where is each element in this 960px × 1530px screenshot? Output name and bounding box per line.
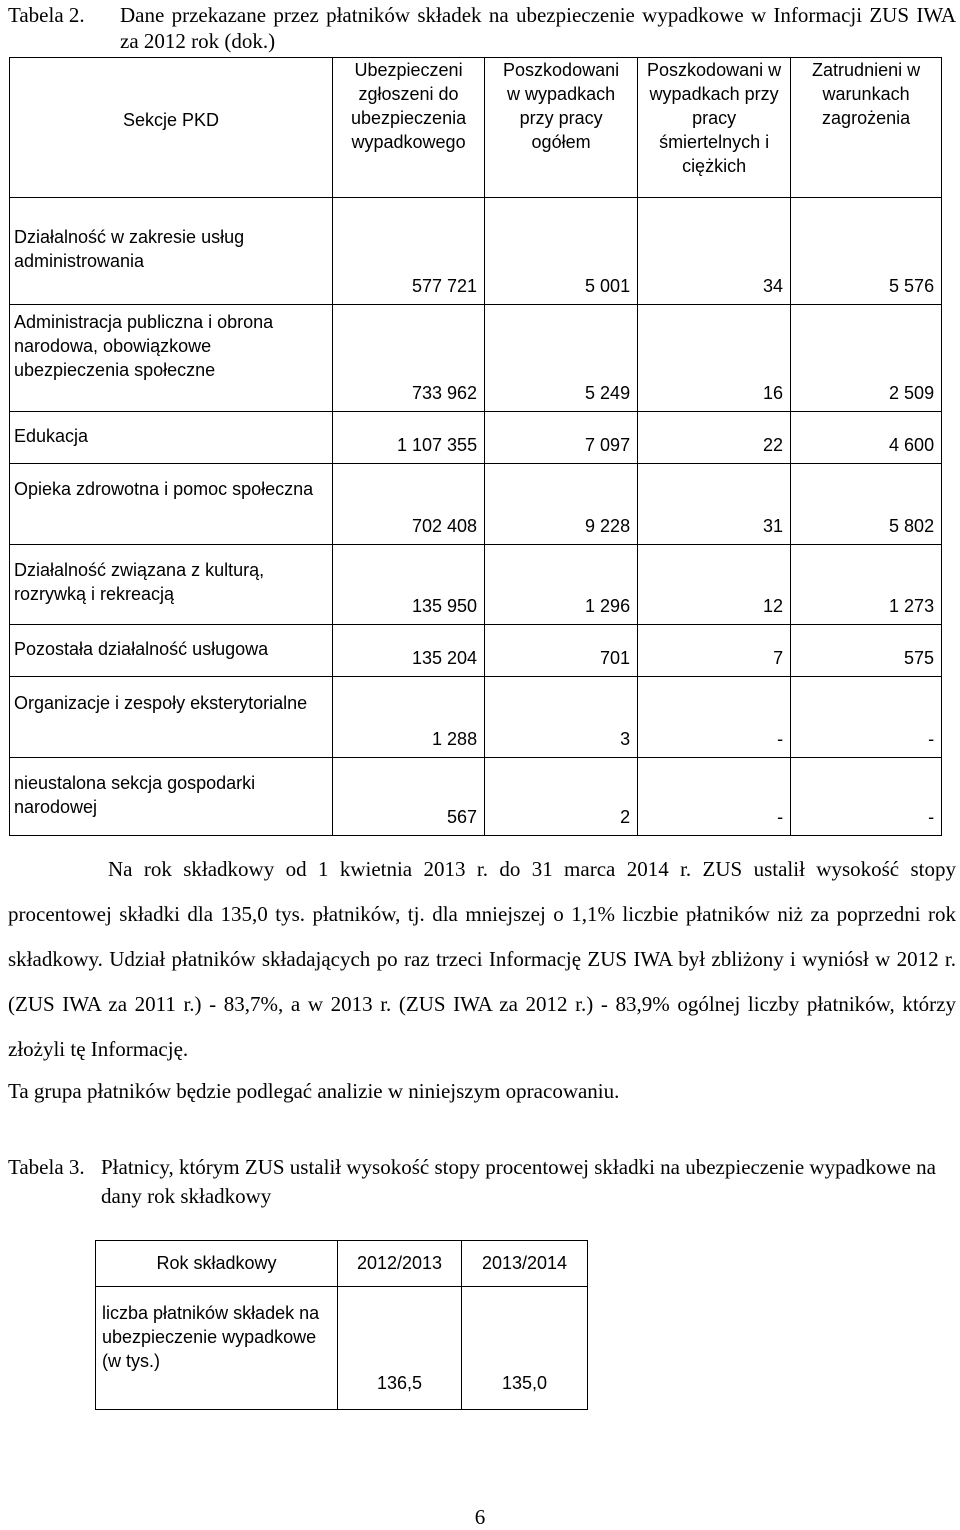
table2-cell: 4 600 xyxy=(791,412,942,464)
table3 xyxy=(95,1240,588,1410)
table3-row xyxy=(96,1287,588,1410)
table3-cell: 136,5 xyxy=(338,1287,462,1410)
table2-row-name: Opieka zdrowotna i pomoc społeczna xyxy=(10,464,333,545)
table2-caption-text: Dane przekazane przez płatników składek na ubezpieczenie wypadkowe w Informacji ZUS IWA za 2012 rok (dok.) xyxy=(120,3,956,53)
table2-header-cell: Sekcje PKD xyxy=(10,58,333,198)
table3-row-label: liczba płatników składek na ubezpieczenie wypadkowe (w tys.) xyxy=(96,1287,338,1410)
table2-row xyxy=(10,758,942,836)
table2-cell: 135 204 xyxy=(333,625,485,677)
table2-row xyxy=(10,625,942,677)
table2-cell: - xyxy=(638,758,791,836)
table3-caption-text: Płatnicy, którym ZUS ustalił wysokość stopy procentowej składki na ubezpieczenie wypadkowe na dany rok składkowy xyxy=(101,1155,936,1208)
body-paragraph xyxy=(8,847,956,1106)
table2-cell: - xyxy=(791,758,942,836)
paragraph-main: Na rok składkowy od 1 kwietnia 2013 r. do 31 marca 2014 r. ZUS ustalił wysokość stopy procentowej składki dla 135,0 tys. płatników, tj. dla mniejszej o 1,1% liczbie płatników niż za poprzedni rok składkowy. Udział płatników składających po raz trzeci Informację ZUS IWA był zbliżony i wyniósł w 2012 r. (ZUS IWA za 2011 r.) - 83,7%, a w 2013 r. (ZUS IWA za 2012 r.) - 83,9% ogólnej liczby płatników, którzy złożyli tę Informację. xyxy=(8,857,956,1061)
table3-cell: 135,0 xyxy=(462,1287,588,1410)
table2-cell: 2 xyxy=(485,758,638,836)
table2-row-name: Edukacja xyxy=(10,412,333,464)
table2-cell: 5 001 xyxy=(485,198,638,305)
table2-cell: 5 576 xyxy=(791,198,942,305)
table2-cell: 5 249 xyxy=(485,305,638,412)
table2-row-name: Działalność związana z kulturą, rozrywką i rekreacją xyxy=(10,545,333,625)
page-number: 6 xyxy=(474,1505,486,1529)
table3-header-cell: Rok składkowy xyxy=(96,1241,338,1287)
table2-cell: 701 xyxy=(485,625,638,677)
table2-cell: 733 962 xyxy=(333,305,485,412)
table2-cell: 135 950 xyxy=(333,545,485,625)
table2-caption-label: Tabela 2. xyxy=(8,3,85,27)
table2 xyxy=(9,57,942,836)
table2-cell: 575 xyxy=(791,625,942,677)
table2-cell: 5 802 xyxy=(791,464,942,545)
table2-cell: 22 xyxy=(638,412,791,464)
table2-cell: 1 288 xyxy=(333,677,485,758)
table2-row xyxy=(10,545,942,625)
table3-caption xyxy=(8,1153,960,1211)
table2-row xyxy=(10,198,942,305)
table2-cell: 31 xyxy=(638,464,791,545)
table2-row xyxy=(10,677,942,758)
table2-cell: 7 xyxy=(638,625,791,677)
table3-header-row xyxy=(96,1241,588,1287)
table2-row-name: Organizacje i zespoły eksterytorialne xyxy=(10,677,333,758)
table2-row-name: Pozostała działalność usługowa xyxy=(10,625,333,677)
table3-header-cell: 2012/2013 xyxy=(338,1241,462,1287)
table2-row-name: Działalność w zakresie usług administrowania xyxy=(10,198,333,305)
table2-header-cell: Ubezpieczeni zgłoszeni do ubezpieczenia wypadkowego xyxy=(333,58,485,198)
table2-cell: 567 xyxy=(333,758,485,836)
table2-cell: - xyxy=(791,677,942,758)
table2-header-cell: Poszkodowani w wypadkach przy pracy ogółem xyxy=(485,58,638,198)
table2-row-name: Administracja publiczna i obrona narodowa, obowiązkowe ubezpieczenia społeczne xyxy=(10,305,333,412)
table2-cell: 1 107 355 xyxy=(333,412,485,464)
table2-cell: 34 xyxy=(638,198,791,305)
table2-row-name: nieustalona sekcja gospodarki narodowej xyxy=(10,758,333,836)
paragraph-second: Ta grupa płatników będzie podlegać analizie w niniejszym opracowaniu. xyxy=(8,1079,620,1103)
table2-cell: 12 xyxy=(638,545,791,625)
table2-cell: 1 273 xyxy=(791,545,942,625)
table2-cell: 577 721 xyxy=(333,198,485,305)
table2-cell: 7 097 xyxy=(485,412,638,464)
table2-cell: 16 xyxy=(638,305,791,412)
table2-cell: - xyxy=(638,677,791,758)
table2-cell: 1 296 xyxy=(485,545,638,625)
table3-header-cell: 2013/2014 xyxy=(462,1241,588,1287)
table2-cell: 702 408 xyxy=(333,464,485,545)
table2-cell: 3 xyxy=(485,677,638,758)
table2-header-cell: Poszkodowani w wypadkach przy pracy śmiertelnych i ciężkich xyxy=(638,58,791,198)
table2-cell: 2 509 xyxy=(791,305,942,412)
table2-header-cell: Zatrudnieni w warunkach zagrożenia xyxy=(791,58,942,198)
table2-header-row xyxy=(10,58,942,198)
table2-caption xyxy=(8,2,956,54)
table2-row xyxy=(10,412,942,464)
table2-row xyxy=(10,464,942,545)
table3-caption-label: Tabela 3. xyxy=(8,1155,85,1179)
table2-row xyxy=(10,305,942,412)
table2-cell: 9 228 xyxy=(485,464,638,545)
